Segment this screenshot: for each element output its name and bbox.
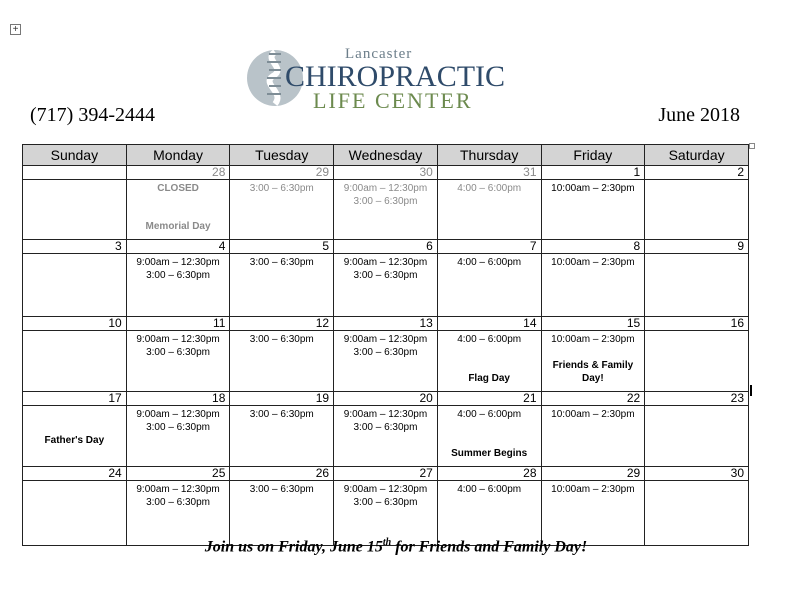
event-label: Friends & Family Day! — [552, 360, 634, 384]
office-hours: 10:00am – 2:30pm — [551, 334, 635, 345]
date-number[interactable]: 19 — [230, 392, 334, 406]
day-cell[interactable] — [230, 406, 334, 467]
office-hours: 10:00am – 2:30pm — [551, 183, 635, 194]
office-hours: 3:00 – 6:30pm — [146, 497, 211, 508]
date-number-row — [23, 467, 749, 481]
logo-line-chiropractic: CHIROPRACTIC — [285, 60, 506, 93]
day-cell[interactable] — [437, 406, 541, 467]
weekday-header: Monday — [126, 145, 230, 166]
date-number[interactable]: 6 — [334, 240, 438, 254]
day-content-row — [23, 331, 749, 392]
date-number[interactable]: 25 — [126, 467, 230, 481]
closed-label: CLOSED — [157, 183, 199, 194]
date-number[interactable]: 23 — [645, 392, 749, 406]
office-hours: 4:00 – 6:00pm — [457, 334, 522, 345]
day-cell[interactable] — [437, 254, 541, 317]
date-number[interactable]: 2 — [645, 166, 749, 180]
office-hours: 3:00 – 6:30pm — [249, 183, 314, 194]
event-label: Father's Day — [44, 435, 105, 446]
date-number[interactable]: 12 — [230, 317, 334, 331]
office-hours: 9:00am – 12:30pm — [136, 334, 220, 345]
date-number[interactable]: 22 — [541, 392, 645, 406]
day-cell[interactable] — [230, 180, 334, 240]
office-hours: 9:00am – 12:30pm — [343, 183, 428, 194]
day-cell[interactable] — [126, 254, 230, 317]
date-number[interactable]: 17 — [23, 392, 127, 406]
month-title: June 2018 — [658, 104, 740, 126]
office-hours: 4:00 – 6:00pm — [457, 409, 522, 420]
day-cell[interactable] — [230, 331, 334, 392]
date-number[interactable]: 1 — [541, 166, 645, 180]
date-number-row — [23, 166, 749, 180]
date-number[interactable]: 8 — [541, 240, 645, 254]
office-hours: 4:00 – 6:00pm — [457, 484, 522, 495]
date-number[interactable]: 3 — [23, 240, 127, 254]
day-cell[interactable] — [23, 254, 127, 317]
office-hours: 3:00 – 6:30pm — [353, 347, 418, 358]
date-number[interactable]: 11 — [126, 317, 230, 331]
date-number[interactable]: 5 — [230, 240, 334, 254]
date-number[interactable]: 7 — [437, 240, 541, 254]
date-number[interactable] — [23, 166, 127, 180]
day-cell[interactable] — [23, 406, 127, 467]
day-cell[interactable] — [334, 331, 438, 392]
date-number[interactable]: 21 — [437, 392, 541, 406]
day-content-row — [23, 406, 749, 467]
date-number[interactable]: 28 — [126, 166, 230, 180]
weekday-header: Tuesday — [230, 145, 334, 166]
day-cell[interactable] — [645, 406, 749, 467]
office-hours: 9:00am – 12:30pm — [343, 257, 428, 268]
day-cell[interactable] — [645, 254, 749, 317]
day-cell[interactable] — [645, 331, 749, 392]
office-hours: 3:00 – 6:30pm — [249, 334, 314, 345]
day-cell[interactable] — [334, 180, 438, 240]
practice-logo — [245, 42, 505, 114]
footer-text-end: for Friends and Family Day! — [391, 538, 588, 556]
logo-line-lancaster: Lancaster — [345, 46, 413, 62]
day-cell[interactable] — [437, 180, 541, 240]
day-cell[interactable] — [334, 481, 438, 546]
office-hours: 4:00 – 6:00pm — [457, 183, 522, 194]
table-resize-handle[interactable] — [749, 143, 755, 149]
office-hours: 9:00am – 12:30pm — [343, 334, 428, 345]
office-hours: 3:00 – 6:30pm — [146, 422, 211, 433]
date-number[interactable]: 10 — [23, 317, 127, 331]
footer-ordinal: th — [382, 537, 392, 548]
day-cell[interactable] — [126, 180, 230, 240]
date-number[interactable]: 27 — [334, 467, 438, 481]
day-cell[interactable] — [126, 481, 230, 546]
day-cell[interactable] — [334, 406, 438, 467]
date-number[interactable]: 30 — [645, 467, 749, 481]
weekday-header: Sunday — [23, 145, 127, 166]
office-hours: 10:00am – 2:30pm — [551, 257, 635, 268]
day-cell[interactable] — [23, 481, 127, 546]
date-number[interactable]: 14 — [437, 317, 541, 331]
office-hours: 3:00 – 6:30pm — [249, 409, 314, 420]
date-number[interactable]: 15 — [541, 317, 645, 331]
office-hours: 3:00 – 6:30pm — [353, 422, 418, 433]
day-cell[interactable] — [645, 481, 749, 546]
office-hours: 3:00 – 6:30pm — [146, 347, 211, 358]
event-label: Memorial Day — [145, 221, 211, 232]
date-number[interactable]: 4 — [126, 240, 230, 254]
day-cell[interactable] — [437, 481, 541, 546]
day-cell[interactable] — [334, 254, 438, 317]
calendar-table — [22, 144, 749, 546]
office-hours: 4:00 – 6:00pm — [457, 257, 522, 268]
date-number[interactable]: 13 — [334, 317, 438, 331]
day-cell[interactable] — [645, 180, 749, 240]
date-number[interactable]: 16 — [645, 317, 749, 331]
date-number[interactable]: 29 — [541, 467, 645, 481]
office-hours: 3:00 – 6:30pm — [353, 270, 418, 281]
day-cell[interactable] — [437, 331, 541, 392]
weekday-header: Thursday — [437, 145, 541, 166]
day-cell[interactable] — [230, 254, 334, 317]
weekday-header: Friday — [541, 145, 645, 166]
event-label: Flag Day — [468, 373, 510, 384]
office-hours: 3:00 – 6:30pm — [249, 484, 314, 495]
date-number[interactable]: 9 — [645, 240, 749, 254]
logo-line-life-center: LIFE CENTER — [313, 88, 473, 113]
date-number[interactable]: 26 — [230, 467, 334, 481]
date-number[interactable]: 31 — [437, 166, 541, 180]
day-content-row — [23, 481, 749, 546]
day-content-row — [23, 254, 749, 317]
footer-announcement — [0, 537, 792, 556]
date-number[interactable]: 18 — [126, 392, 230, 406]
office-hours: 10:00am – 2:30pm — [551, 409, 635, 420]
day-cell[interactable] — [541, 180, 645, 240]
date-number-row — [23, 392, 749, 406]
day-cell[interactable] — [541, 331, 645, 392]
date-number[interactable]: 28 — [437, 467, 541, 481]
office-hours: 3:00 – 6:30pm — [146, 270, 211, 281]
date-number[interactable]: 30 — [334, 166, 438, 180]
day-cell[interactable] — [541, 481, 645, 546]
day-cell[interactable] — [230, 481, 334, 546]
office-hours: 9:00am – 12:30pm — [136, 257, 220, 268]
day-cell[interactable] — [541, 254, 645, 317]
office-hours: 3:00 – 6:30pm — [249, 257, 314, 268]
office-hours: 9:00am – 12:30pm — [343, 484, 428, 495]
footer-text-start: Join us on Friday, June 15 — [204, 538, 383, 556]
day-cell[interactable] — [541, 406, 645, 467]
weekday-header-row — [23, 145, 749, 166]
day-cell[interactable] — [126, 406, 230, 467]
office-hours: 3:00 – 6:30pm — [353, 497, 418, 508]
office-hours: 9:00am – 12:30pm — [136, 484, 220, 495]
weekday-header: Wednesday — [334, 145, 438, 166]
table-move-handle[interactable]: + — [10, 24, 21, 35]
date-number[interactable]: 29 — [230, 166, 334, 180]
phone-number: (717) 394-2444 — [30, 104, 155, 126]
office-hours: 9:00am – 12:30pm — [136, 409, 220, 420]
day-cell[interactable] — [126, 331, 230, 392]
day-cell[interactable] — [23, 180, 127, 240]
office-hours: 10:00am – 2:30pm — [551, 484, 635, 495]
date-number-row — [23, 240, 749, 254]
office-hours: 9:00am – 12:30pm — [343, 409, 428, 420]
event-label: Summer Begins — [451, 448, 528, 459]
date-number[interactable]: 20 — [334, 392, 438, 406]
day-content-row — [23, 180, 749, 240]
text-cursor — [750, 385, 752, 396]
weekday-header: Saturday — [645, 145, 749, 166]
date-number-row — [23, 317, 749, 331]
day-cell[interactable] — [23, 331, 127, 392]
office-hours: 3:00 – 6:30pm — [353, 196, 418, 207]
date-number[interactable]: 24 — [23, 467, 127, 481]
